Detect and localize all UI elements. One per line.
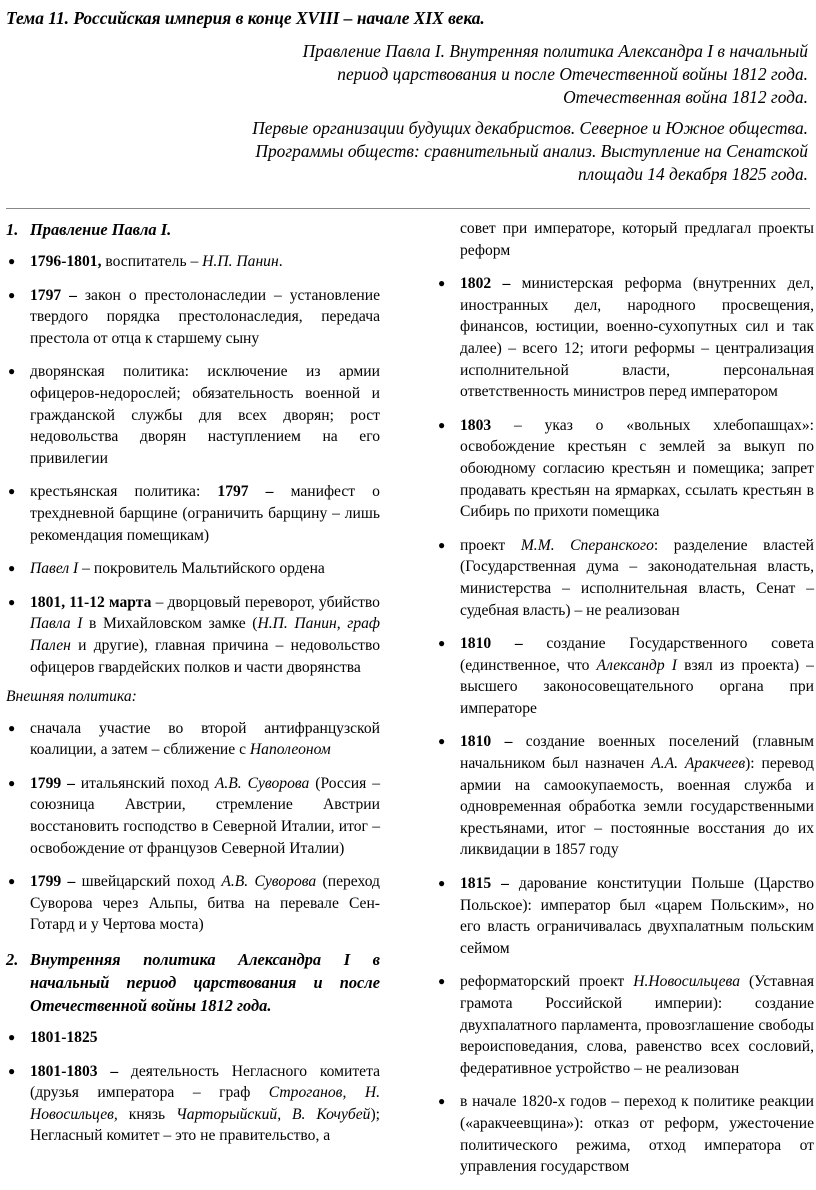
item-date: 1802 – [460,275,511,293]
subtitle-line: Программы обществ: сравнительный анализ. Выступление на Сенатской [255,141,808,161]
list-item [6,251,380,273]
item-text: . [278,253,283,270]
item-text: ): перевод армии на самоокупаемость, военная служба и одновременная обработка земли государственными крестьянами, итог – постоянные восстания до их ликвидации в 1857 году [460,755,814,859]
list-item [6,558,380,580]
item-date: 1801-1825 [30,1029,98,1047]
item-text: дворянская политика: исключение из армии офицеров-недорослей; обязательность военной и гражданской службы для всех дворян; рост недовольства дворян наступлением на его привилегии [30,363,380,467]
item-text: (переход Суворова через Альпы, битва на перевале Сен-Готард и у Чертова моста) [30,873,380,934]
section-2-list-left [6,1027,380,1147]
topic-title: Тема 11. Российская империя в конце XVIII – начале XIX века. [6,8,485,28]
item-text: : разделение властей (Государственная дума – законодательная власть, министерства – исполнительная власть, Сенат – судебная власть) – не реализован [460,536,814,619]
bullet-icon: ● [8,364,16,379]
section-2-list-right [436,273,814,1178]
item-text: деятельность Негласного комитета (друзья императора – граф [30,1062,380,1102]
list-item [6,773,380,859]
list-item [436,415,814,523]
item-text: манифест о трехдневной барщине (ограничить барщину – лишь рекомендация помещикам) [30,483,380,544]
bullet-icon: ● [8,484,16,499]
foreign-policy-list [6,718,380,936]
item-name: Александр I [596,656,677,674]
item-name: А.А. Аракчеев [651,755,746,773]
section-1-list [6,251,380,678]
section-title: Правление Павла I. [30,220,172,239]
item-text: реформаторский проект [460,973,634,991]
section-1-heading [6,218,380,241]
bullet-icon: ● [438,876,446,891]
list-item [6,1027,380,1049]
item-date: 1810 – [460,635,523,653]
item-name: Чарторыйский, В. Кочубей [176,1105,371,1123]
bullet-icon: ● [438,276,446,291]
item-date: 1801-1803 – [30,1062,119,1080]
item-text: создание Государственного совета (единственное, что [460,635,814,674]
bullet-icon: ● [8,775,16,790]
item-text: – указ о «вольных хлебопашцах»: освобождение крестьян с землей за выкуп по обоюдному согласию крестьян и помещика; запрет продавать крестьян на ярмарках, ссылать крестьян в Сибирь по прихоти помещика [460,416,814,521]
item-name: А.В. Суворова [221,873,317,891]
section-title: Внутренняя политика Александра I в начальный период царствования и после Отечественной войны 1812 года. [30,950,380,1016]
list-item [6,361,380,469]
bullet-icon: ● [438,537,446,552]
item-text: сначала участие во второй антифранцузской коалиции, а затем – сближение с [30,719,380,759]
item-text: закон о престолонаследии – установление твердого порядка престолонаследия, передача престола от отца к старшему сыну [30,286,380,347]
subtitle-line: площади 14 декабря 1825 года. [577,164,808,184]
item-date: 1797 – [217,483,274,501]
bullet-icon: ● [438,417,446,432]
item-date: 1801, 11-12 марта [30,593,152,611]
item-name: Н.Новосильцева [633,973,740,991]
continued-text: совет при императоре, который предлагал проекты реформ [460,220,814,259]
list-item [6,871,380,936]
subtitle-block-2 [168,117,808,186]
list-item [436,535,814,621]
section-number: 2. [6,950,19,970]
item-text: проект [460,536,521,554]
item-name: А.В. Суворова [214,774,310,792]
item-text: в начале 1820-х годов – переход к политике реакции («аракчеевщина»): отказ от реформ, ужесточение политического режима, отход императора от управления государством [460,1093,814,1176]
list-item [6,592,380,678]
list-item [436,873,814,959]
item-date: 1796-1801, [30,253,102,270]
bullet-icon: ● [8,254,16,268]
item-name: Наполеоном [249,741,331,759]
item-name: Н.П. Панин [202,253,279,270]
subtitle-block-1 [168,40,808,109]
bullet-icon: ● [438,734,446,749]
subtitle-line: Правление Павла I. Внутренняя политика Александра I в начальный [302,41,808,61]
bullet-icon: ● [8,720,16,735]
item-text: крестьянская политика: [30,483,218,501]
list-item [6,718,380,761]
subtitle-line: период царствования и после Отечественной войны 1812 года. [337,64,808,84]
item-text: – дворцовый переворот, убийство [151,593,380,611]
list-item [436,971,814,1079]
list-item [6,1061,380,1147]
item-date: 1799 – [30,774,75,792]
list-item [436,273,814,403]
item-text: взял из проекта) – высшего законосовещательного органа при императоре [460,656,814,717]
subtitle-line: Отечественная война 1812 года. [563,87,808,107]
item-text: швейцарский поход [75,873,222,891]
item-text: дарование конституции Польше (Царство Польское): император был «царем Польским», но его власть ограничивалась двухпалатным польским сеймом [460,875,814,957]
item-date: 1815 – [460,875,509,893]
item-text: князь [117,1105,177,1123]
item-date: 1799 – [30,873,76,891]
list-item [436,731,814,861]
item-date: 1797 – [30,286,77,304]
item-name: Павла I [30,615,83,633]
item-text: создание военных поселений (главным начальником был назначен [460,733,815,773]
item-text: – покровитель Мальтийского ордена [78,560,325,578]
bullet-icon: ● [8,1030,16,1045]
bullet-icon: ● [8,594,16,609]
item-text: и другие), главная причина – недовольство офицеров гвардейских полков и части дворянства [30,636,380,676]
foreign-policy-label: Внешняя политика: [6,688,137,706]
item-text: воспитатель – [101,253,203,270]
item-date: 1810 – [460,733,513,751]
list-item [6,285,380,350]
horizontal-divider [6,208,810,209]
section-number: 1. [6,220,19,239]
item-text: итальянский поход [74,774,215,792]
item-text: министерская реформа (внутренних дел, иностранных дел, народного просвещения, финансов, юстиции, военно-сухопутных сил и так далее) – всего 12; итоги реформы – централизация исполнительной власти, персональная ответственность министров перед императором [460,275,814,401]
item-text: ); Негласный комитет – это не правительство, а [30,1105,380,1145]
item-date: 1803 [460,416,492,434]
item-name: Павел I [30,560,79,578]
item-name: М.М. Сперанского [520,536,654,554]
item-text: (Уставная грамота Российской империи): создание двухпалатного парламента, провозглашение свободы вероисповедания, слова, равенство всех сословий, федеративное устройство – не реализован [460,973,814,1077]
list-item [6,481,380,546]
item-text: в Михайловском замке ( [82,615,258,633]
item-name: Строганов, Н. Новосильцев, [30,1084,380,1123]
section-2-heading [6,948,380,1017]
bullet-icon: ● [438,636,446,651]
bullet-icon: ● [438,1094,446,1109]
list-item [436,633,814,719]
left-column [6,218,380,1159]
item-text: (Россия – союзница Австрии, стремление Австрии восстановить господство в Северной Италии, итог – освобождение от французов Северной Италии) [30,774,380,857]
bullet-icon: ● [438,974,446,989]
right-column [436,218,814,1190]
item-name: Н.П. Панин, граф Пален [30,615,380,654]
bullet-icon: ● [8,874,16,889]
list-item [436,1091,814,1177]
subtitle-line: Первые организации будущих декабристов. Северное и Южное общества. [252,118,808,138]
bullet-icon: ● [8,561,16,576]
bullet-icon: ● [8,287,16,302]
bullet-icon: ● [8,1063,16,1078]
